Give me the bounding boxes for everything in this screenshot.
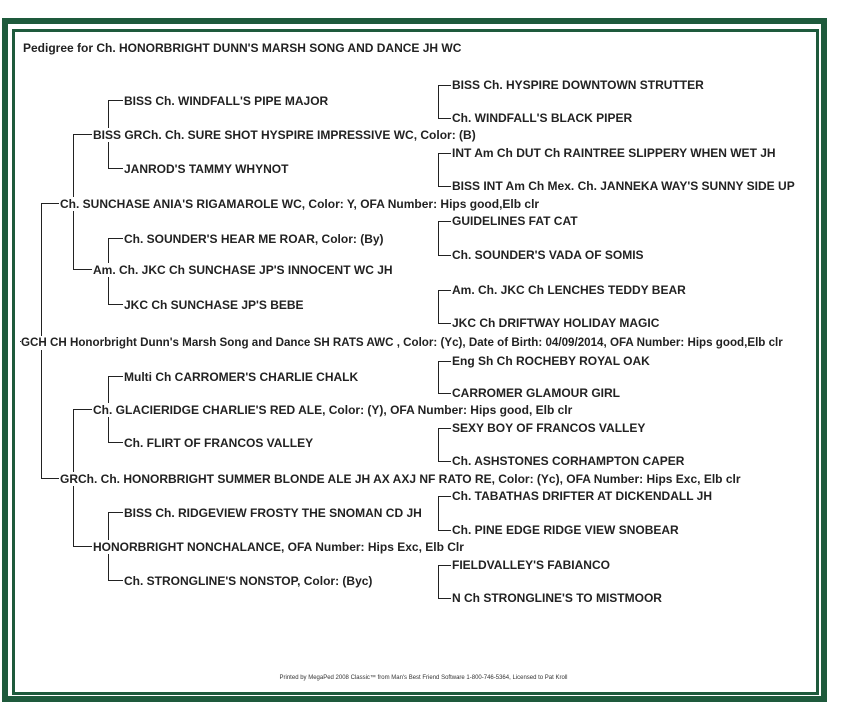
- granddam-paternal: Am. Ch. JKC Ch SUNCHASE JP'S INNOCENT WC JH: [93, 263, 393, 277]
- ancestor-ggg-6: Ch. SOUNDER'S VADA OF SOMIS: [452, 248, 644, 262]
- ancestor-ggg-8: JKC Ch DRIFTWAY HOLIDAY MAGIC: [452, 316, 660, 330]
- ancestor-ggg-1: BISS Ch. HYSPIRE DOWNTOWN STRUTTER: [452, 78, 704, 92]
- sire-name: Ch. SUNCHASE ANIA'S RIGAMAROLE WC, Color: Y, OFA Number: Hips good,Elb clr: [60, 197, 540, 211]
- ancestor-ggg-3: INT Am Ch DUT Ch RAINTREE SLIPPERY WHEN WET JH: [452, 146, 776, 160]
- dam-name: GRCh. Ch. HONORBRIGHT SUMMER BLONDE ALE JH AX AXJ NF RATO RE, Color: (Yc), OFA Number: Hips Exc, Elb clr: [60, 472, 741, 486]
- ancestor-ggg-12: Ch. ASHSTONES CORHAMPTON CAPER: [452, 454, 685, 468]
- ancestor-gg-5: Multi Ch CARROMER'S CHARLIE CHALK: [124, 370, 359, 384]
- ancestor-ggg-14: Ch. PINE EDGE RIDGE VIEW SNOBEAR: [452, 523, 679, 537]
- ancestor-ggg-9: Eng Sh Ch ROCHEBY ROYAL OAK: [452, 354, 650, 368]
- ancestor-ggg-4: BISS INT Am Ch Mex. Ch. JANNEKA WAY'S SUNNY SIDE UP: [452, 179, 795, 193]
- ancestor-ggg-16: N Ch STRONGLINE'S TO MISTMOOR: [452, 591, 662, 605]
- ancestor-gg-6: Ch. FLIRT OF FRANCOS VALLEY: [124, 436, 314, 450]
- ancestor-ggg-2: Ch. WINDFALL'S BLACK PIPER: [452, 111, 633, 125]
- grandsire-paternal: BISS GRCh. Ch. SURE SHOT HYSPIRE IMPRESSIVE WC, Color: (B): [93, 128, 476, 142]
- ancestor-ggg-10: CARROMER GLAMOUR GIRL: [452, 386, 620, 400]
- ancestor-gg-1: BISS Ch. WINDFALL'S PIPE MAJOR: [124, 94, 329, 108]
- ancestor-ggg-7: Am. Ch. JKC Ch LENCHES TEDDY BEAR: [452, 283, 686, 297]
- ancestor-gg-8: Ch. STRONGLINE'S NONSTOP, Color: (Byc): [124, 574, 373, 588]
- grandsire-maternal: Ch. GLACIERIDGE CHARLIE'S RED ALE, Color: (Y), OFA Number: Hips good, Elb clr: [93, 403, 573, 417]
- ancestor-ggg-13: Ch. TABATHAS DRIFTER AT DICKENDALL JH: [452, 489, 712, 503]
- ancestor-ggg-11: SEXY BOY OF FRANCOS VALLEY: [452, 421, 646, 435]
- granddam-maternal: HONORBRIGHT NONCHALANCE, OFA Number: Hips Exc, Elb Clr: [93, 540, 464, 554]
- ancestor-gg-7: BISS Ch. RIDGEVIEW FROSTY THE SNOMAN CD JH: [124, 506, 422, 520]
- ancestor-gg-4: JKC Ch SUNCHASE JP'S BEBE: [124, 298, 304, 312]
- ancestor-gg-3: Ch. SOUNDER'S HEAR ME ROAR, Color: (By): [124, 232, 384, 246]
- pedigree-title: Pedigree for Ch. HONORBRIGHT DUNN'S MARSH SONG AND DANCE JH WC: [23, 41, 462, 55]
- ancestor-ggg-5: GUIDELINES FAT CAT: [452, 214, 578, 228]
- printed-by-footer: Printed by MegaPed 2008 Classic™ from Man's Best Friend Software 1-800-746-5364, Licensed to Pat Kroll: [279, 675, 568, 681]
- ancestor-gg-2: JANROD'S TAMMY WHYNOT: [124, 162, 289, 176]
- ancestor-ggg-15: FIELDVALLEY'S FABIANCO: [452, 558, 610, 572]
- subject-dog: GCH CH Honorbright Dunn's Marsh Song and Dance SH RATS AWC , Color: (Yc), Date of Birth: 04/09/2014, OFA Number: Hips good,Elb clr: [21, 336, 783, 349]
